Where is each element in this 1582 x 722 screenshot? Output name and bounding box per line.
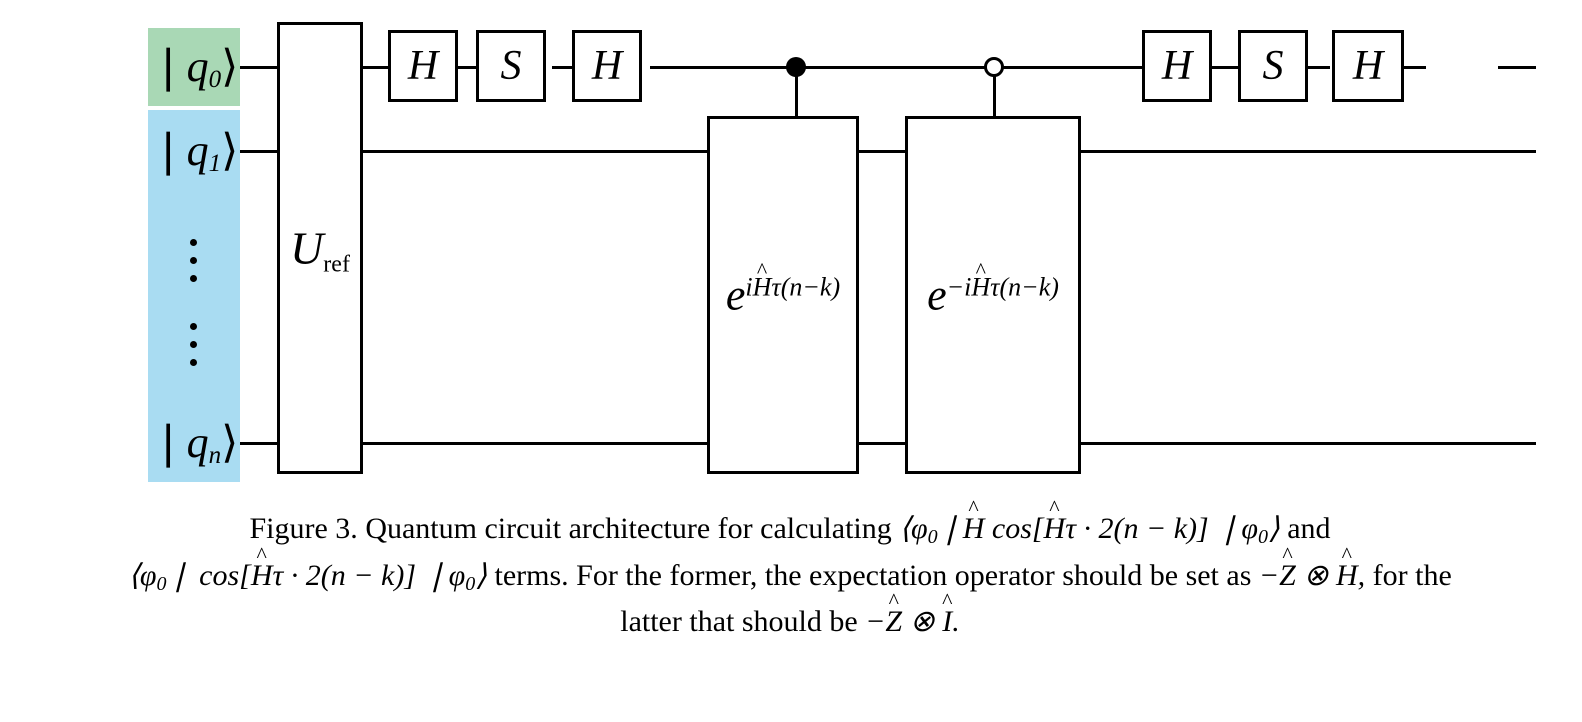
wire-q0-seg7 — [1308, 66, 1330, 69]
gate-s-1[interactable] — [476, 30, 546, 102]
caption-line1-math: ⟨φ0❘H ^ cos[H ^τ · 2(n − k)] ❘φ0⟩ — [899, 512, 1287, 545]
gate-h-4-label: H — [1352, 43, 1384, 89]
wire-q0-seg3 — [456, 66, 478, 69]
wire-qn-seg2 — [362, 442, 707, 445]
caption-line1-text-b: and — [1287, 512, 1331, 545]
wire-q1-seg2 — [362, 150, 707, 153]
gate-u-ref[interactable] — [277, 22, 363, 474]
caption-line-3 — [90, 599, 1490, 646]
wire-qn-seg4 — [1080, 442, 1536, 445]
qubit-label-qn: $❘q_n⟩$ — [149, 418, 239, 469]
caption-label: Figure 3. — [249, 512, 358, 545]
gate-s-2-label: S — [1262, 43, 1284, 89]
caption-line2-math2: −Z ^ ⊗ H ^, — [1259, 559, 1373, 592]
wire-q0-seg8 — [1404, 66, 1426, 69]
gate-h-3[interactable] — [1142, 30, 1212, 102]
control-filled-icon — [786, 57, 806, 77]
figure-caption — [90, 506, 1490, 646]
wire-q1-seg1 — [240, 150, 280, 153]
caption-line3-math: −Z ^ ⊗ I ^. — [865, 605, 960, 638]
caption-line3-text-a: latter that should be — [620, 605, 858, 638]
wire-q0-seg9 — [1498, 66, 1536, 69]
caption-line2-math: ⟨φ0❘ cos[H ^τ · 2(n − k)] ❘φ0⟩ — [128, 559, 494, 592]
gate-s-1-label: S — [500, 43, 522, 89]
wire-q0-seg6 — [1212, 66, 1240, 69]
gate-h-2[interactable] — [572, 30, 642, 102]
gate-u-ref-label: Uref — [290, 222, 350, 278]
caption-line-1 — [90, 506, 1490, 553]
wire-q1-seg3 — [858, 150, 906, 153]
caption-line1-text-a: Quantum circuit architecture for calculating — [365, 512, 892, 545]
gate-controlled-exp-negative[interactable] — [905, 116, 1081, 474]
qubit-ellipsis-lower — [186, 312, 200, 366]
gate-s-2[interactable] — [1238, 30, 1308, 102]
gate-h-4[interactable] — [1332, 30, 1404, 102]
gate-controlled-exp-negative-label: $e^{-iH \^{}\tau(n-k)}$ — [908, 270, 1078, 321]
gate-h-3-label: H — [1161, 43, 1193, 89]
wire-q0-seg2 — [362, 66, 390, 69]
qubit-ellipsis-upper — [186, 228, 200, 282]
gate-h-1-label: H — [407, 43, 439, 89]
wire-q0-seg5 — [650, 66, 1148, 69]
wire-qn-seg3 — [858, 442, 906, 445]
qubit-label-q0: $❘q_0⟩$ — [149, 42, 239, 93]
gate-controlled-exp-positive[interactable] — [707, 116, 859, 474]
control-open-icon — [984, 57, 1004, 77]
wire-qn-seg1 — [240, 442, 280, 445]
wire-q0-seg4 — [552, 66, 574, 69]
wire-q0-seg1 — [240, 66, 280, 69]
gate-h-1[interactable] — [388, 30, 458, 102]
wire-q1-seg4 — [1080, 150, 1536, 153]
caption-line2-text-b: for the — [1372, 558, 1452, 592]
gate-h-2-label: H — [591, 43, 623, 89]
caption-line2-text-a: terms. For the former, the expectation operator should be set as — [494, 558, 1252, 592]
qubit-label-q1: $❘q_1⟩$ — [149, 126, 239, 177]
caption-line-2 — [90, 553, 1490, 600]
gate-controlled-exp-positive-label: $e^{iH \^{}\tau(n-k)}$ — [710, 270, 856, 321]
